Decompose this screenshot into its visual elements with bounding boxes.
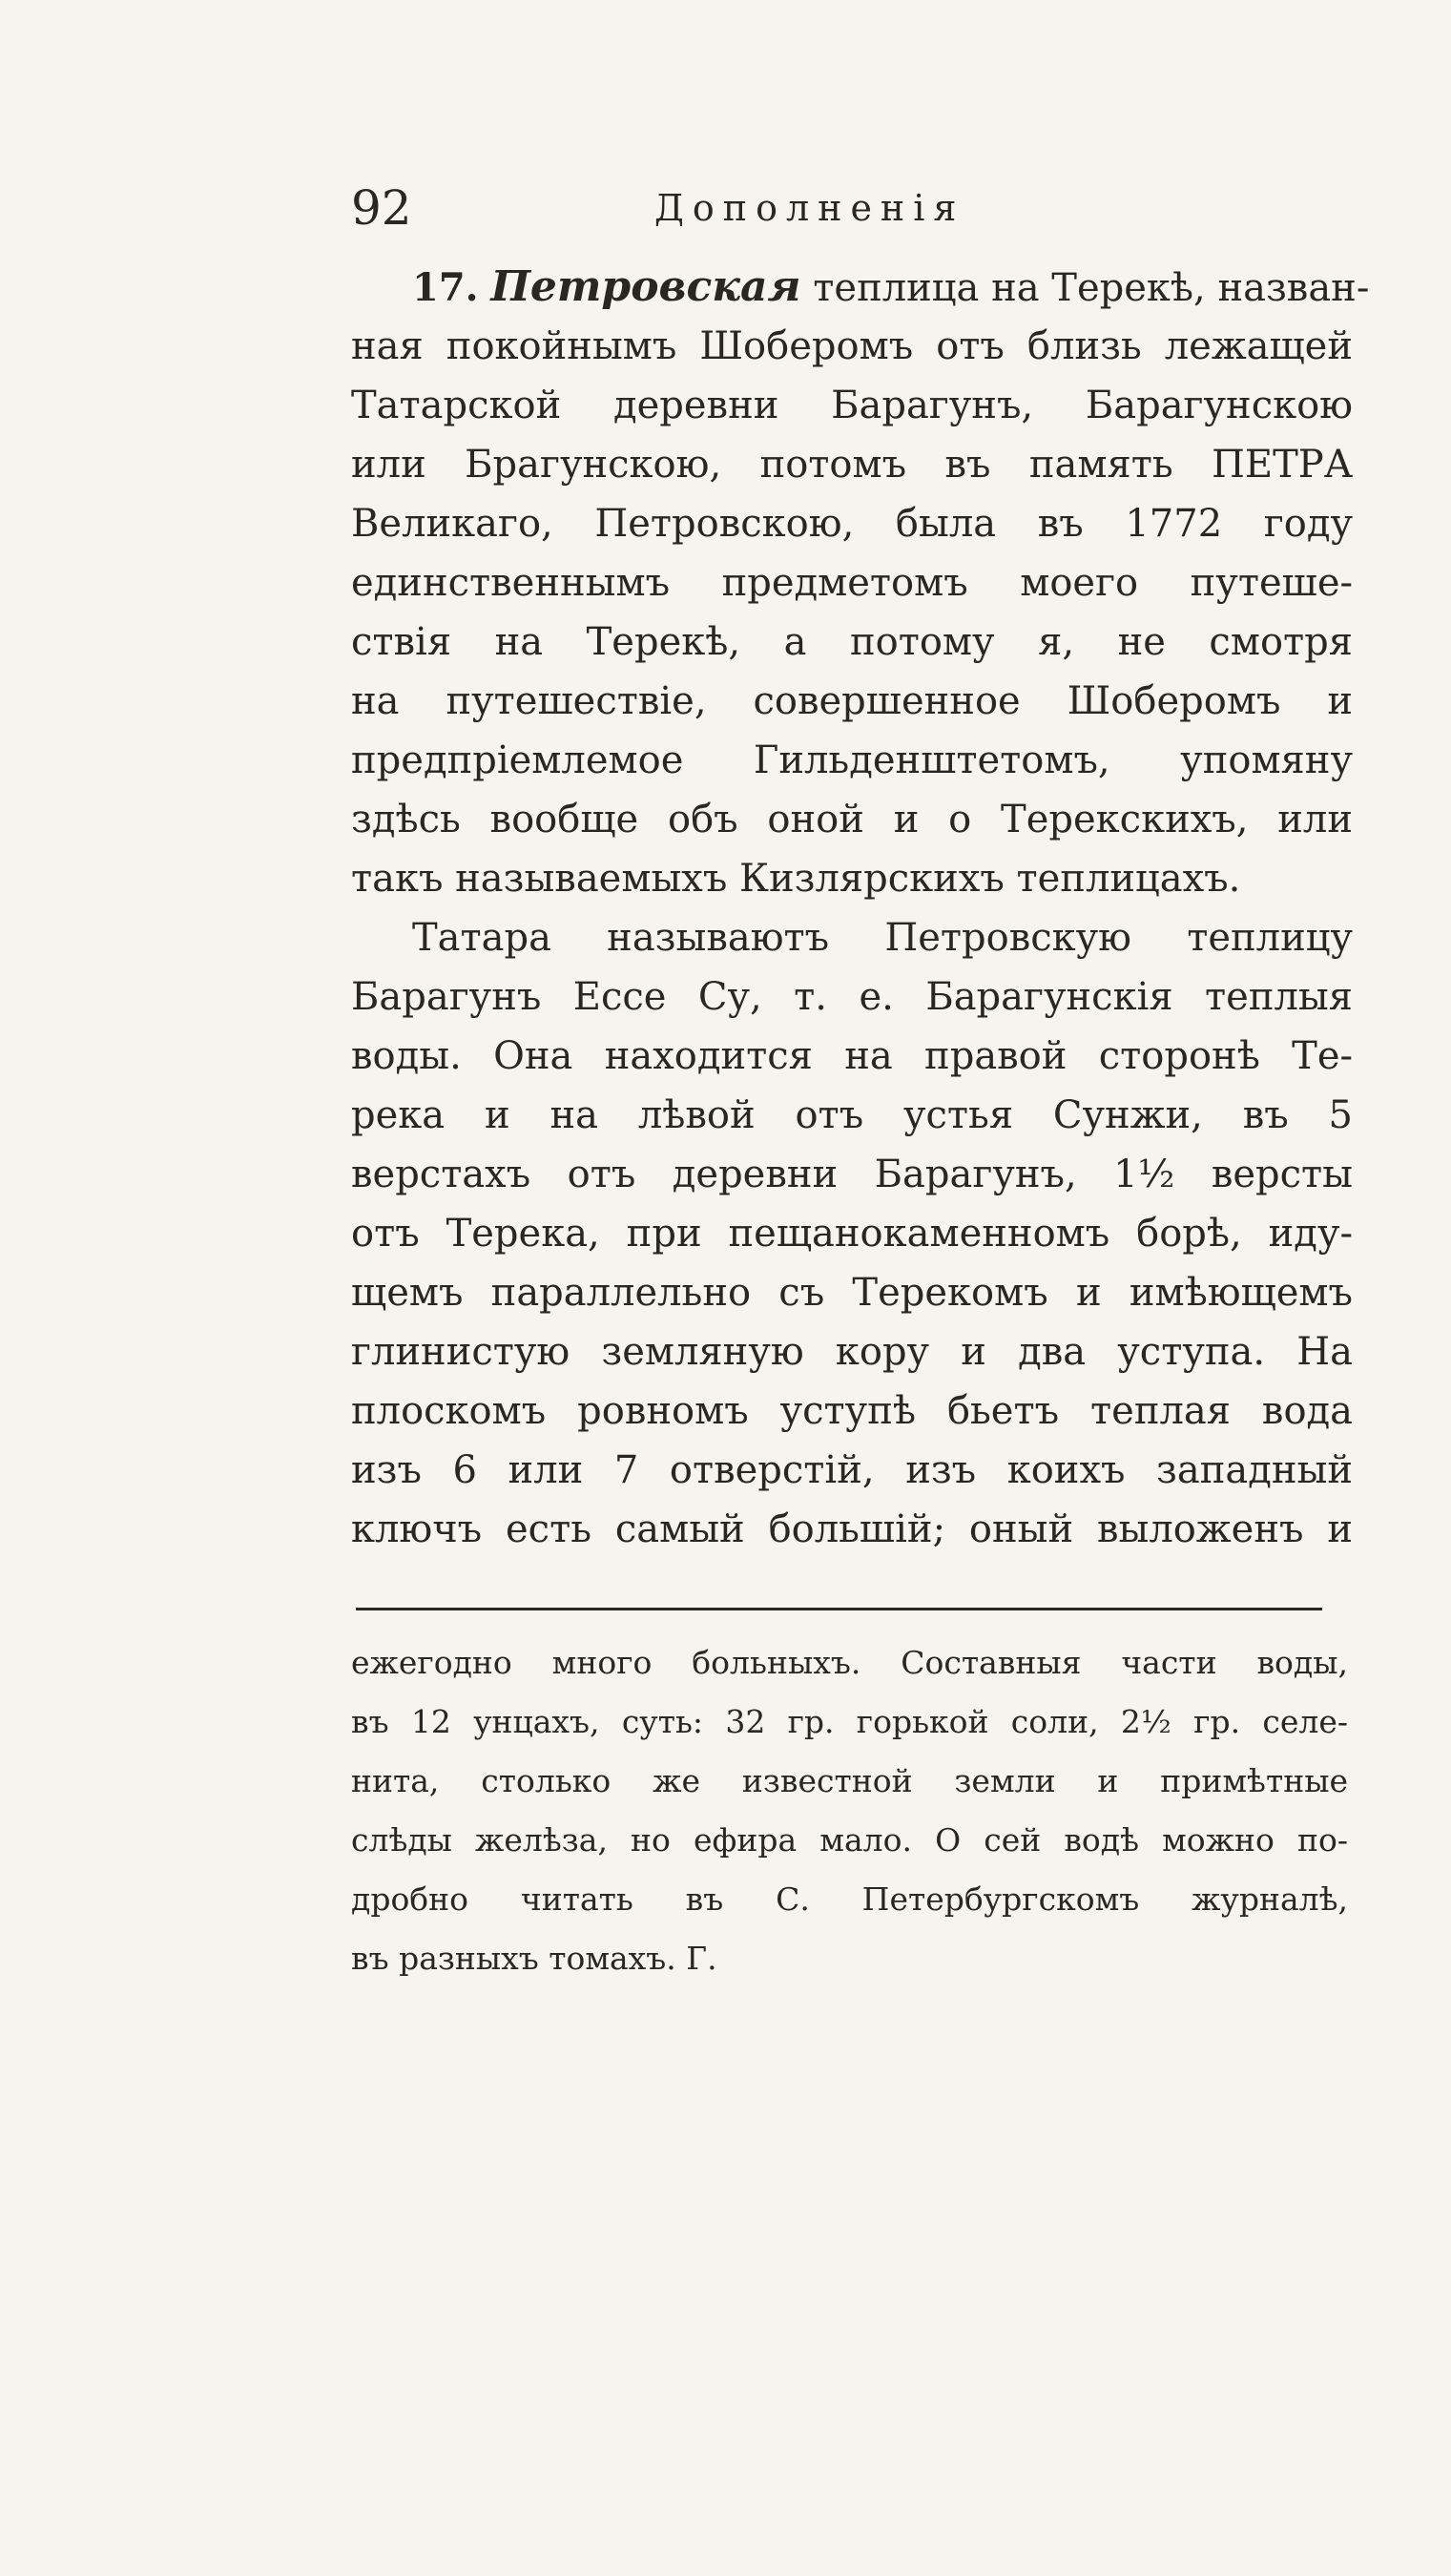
- text-line: такъ называемыхъ Кизлярскихъ теплицахъ.: [351, 857, 1241, 901]
- footnote-line: въ 12 унцахъ, суть: 32 гр. горькой соли, 2½ гр. селе-: [351, 1703, 1348, 1740]
- text-line: плоскомъ ровномъ уступѣ бьетъ теплая вода: [351, 1389, 1353, 1433]
- footnote-line: слѣды желѣза, но ефира мало. О сей водѣ можно по-: [351, 1821, 1348, 1859]
- text-line: Татарской деревни Барагунъ, Барагунскою: [351, 384, 1353, 427]
- text-line: Барагунъ Ессе Су, т. е. Барагунскія теплыя: [351, 975, 1353, 1019]
- text-line: предпріемлемое Гильденштетомъ, упомяну: [351, 738, 1353, 782]
- text-line: здѣсь вообще объ оной и о Терекскихъ, или: [351, 798, 1353, 841]
- main-text: [351, 258, 1370, 1559]
- footnote-line: нита, столько же известной земли и примѣтные: [351, 1762, 1348, 1799]
- text-line: единственнымъ предметомъ моего путеше-: [351, 561, 1353, 605]
- page-number: 92: [351, 180, 412, 236]
- text-line: изъ 6 или 7 отверстій, изъ коихъ западный: [351, 1448, 1353, 1492]
- text-line: Великаго, Петровскою, была въ 1772 году: [351, 502, 1353, 546]
- text-line: [351, 258, 1370, 317]
- paragraph-number: 17.: [412, 265, 479, 310]
- page-header: [351, 170, 1076, 246]
- footnote-rule: [356, 1608, 1322, 1610]
- running-head: Дополненія: [654, 187, 965, 229]
- footnote-line: ежегодно много больныхъ. Составныя части воды,: [351, 1644, 1348, 1681]
- text-line: верстахъ отъ деревни Барагунъ, 1½ версты: [351, 1153, 1353, 1196]
- text-line: глинистую земляную кору и два уступа. На: [351, 1330, 1353, 1374]
- text-line: или Брагунскою, потомъ въ память ПЕТРА: [351, 443, 1353, 487]
- text-line: воды. Она находится на правой сторонѣ Те-: [351, 1034, 1353, 1078]
- text-line: ключъ есть самый большій; оный выложенъ и: [351, 1507, 1353, 1551]
- text-line: щемъ параллельно съ Терекомъ и имѣющемъ: [351, 1271, 1353, 1315]
- footnote-line: дробно читать въ С. Петербургскомъ журналѣ,: [351, 1880, 1348, 1918]
- footnote-line: въ разныхъ томахъ. Г.: [351, 1940, 717, 1977]
- place-name: Петровская: [490, 262, 801, 311]
- text-line: ствія на Терекѣ, а потому я, не смотря: [351, 620, 1353, 664]
- text-line: ная покойнымъ Шоберомъ отъ близь лежащей: [351, 324, 1353, 368]
- footnote: [351, 1633, 1348, 1988]
- text-line: Татара называютъ Петровскую теплицу: [412, 916, 1353, 960]
- text-line-content: теплица на Терекѣ, назван-: [800, 266, 1370, 310]
- text-line: отъ Терека, при пещанокаменномъ борѣ, иду-: [351, 1212, 1353, 1256]
- text-line: река и на лѣвой отъ устья Сунжи, въ 5: [351, 1093, 1353, 1137]
- text-line: на путешествіе, совершенное Шоберомъ и: [351, 679, 1353, 723]
